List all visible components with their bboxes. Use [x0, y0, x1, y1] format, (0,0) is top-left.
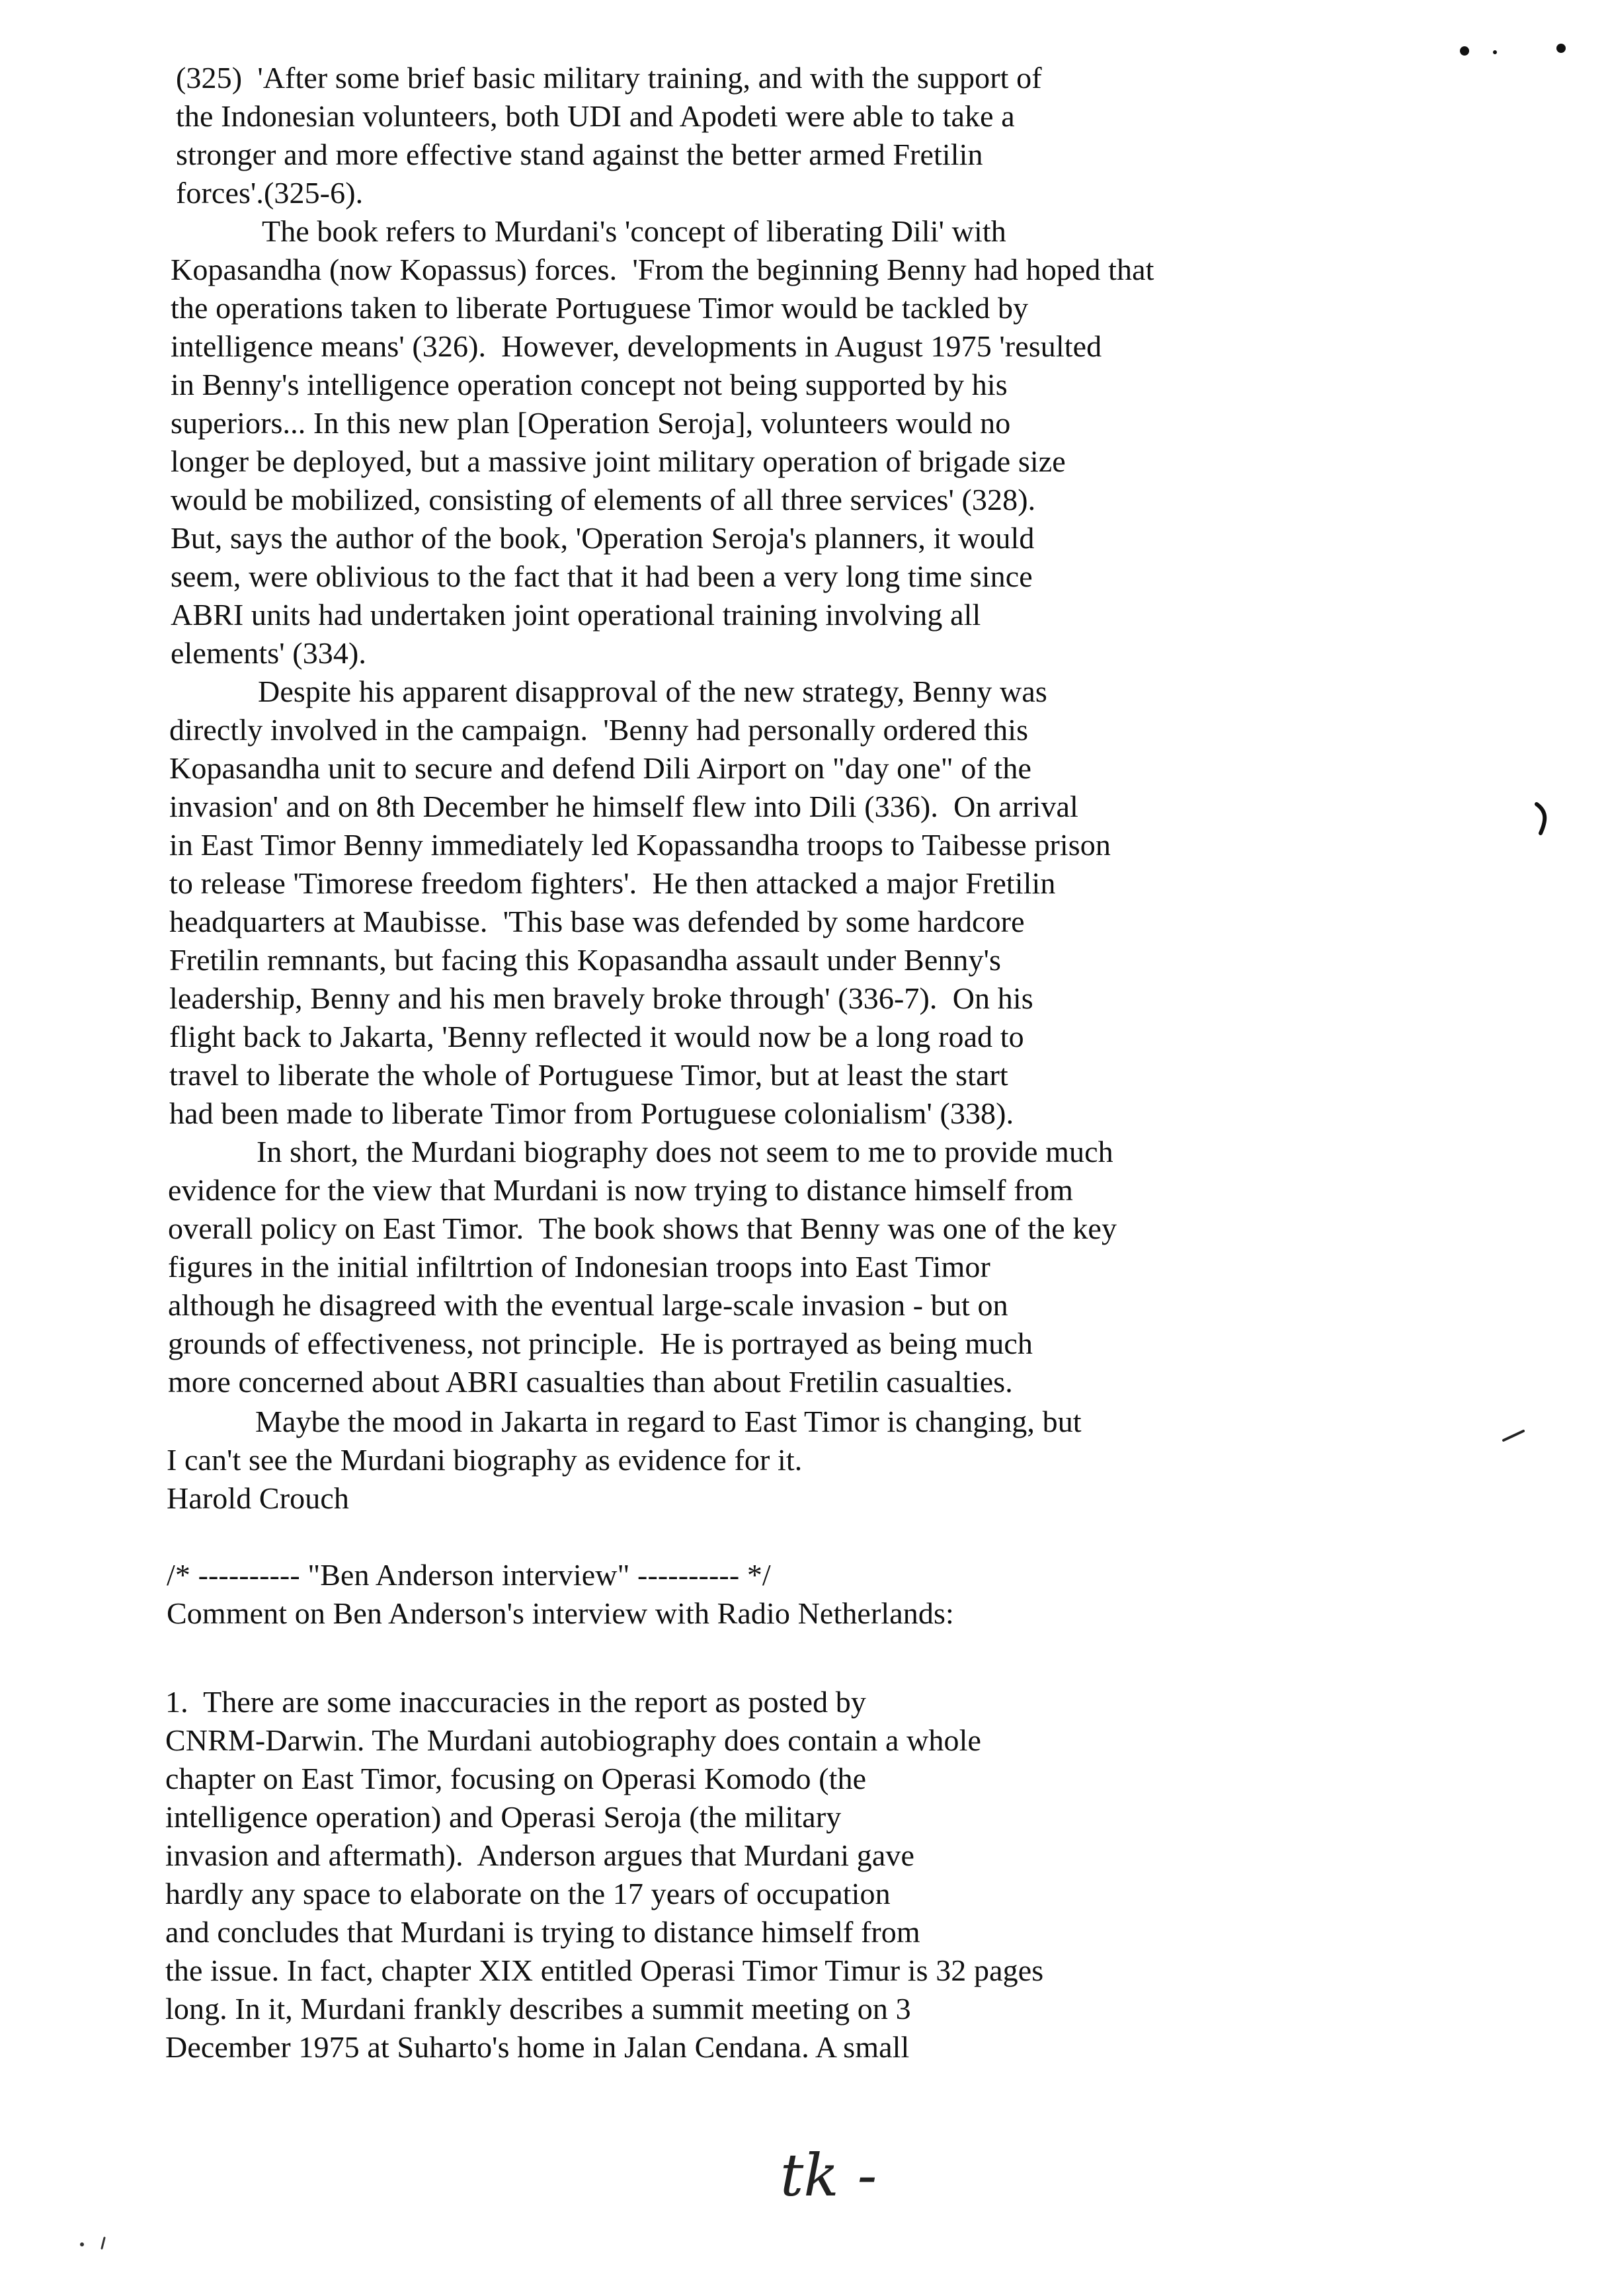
- text-line: elements' (334).: [171, 636, 367, 670]
- section-heading: Comment on Ben Anderson's interview with Radio Netherlands:: [167, 1596, 954, 1630]
- text-line: I can't see the Murdani biography as evidence for it.: [167, 1443, 803, 1477]
- text-line: grounds of effectiveness, not principle. He is portrayed as being much: [168, 1327, 1033, 1360]
- scan-speck-mark: [1493, 50, 1497, 54]
- scan-bracket-mark: [1533, 801, 1552, 836]
- text-line: Kopasandha unit to secure and defend Dili Airport on "day one" of the: [169, 751, 1031, 785]
- text-line: figures in the initial infiltrtion of Indonesian troops into East Timor: [168, 1250, 990, 1284]
- text-line: Maybe the mood in Jakarta in regard to East Timor is changing, but: [255, 1405, 1082, 1438]
- text-line: and concludes that Murdani is trying to distance himself from: [165, 1915, 920, 1949]
- text-line: in Benny's intelligence operation concept not being supported by his: [171, 368, 1008, 401]
- text-line: long. In it, Murdani frankly describes a summit meeting on 3: [165, 1992, 911, 2026]
- text-line: more concerned about ABRI casualties than about Fretilin casualties.: [168, 1365, 1013, 1399]
- text-line: had been made to liberate Timor from Portuguese colonialism' (338).: [169, 1096, 1014, 1130]
- text-line: leadership, Benny and his men bravely broke through' (336-7). On his: [169, 981, 1033, 1015]
- text-line: would be mobilized, consisting of elements of all three services' (328).: [171, 483, 1036, 516]
- text-line: In short, the Murdani biography does not seem to me to provide much: [257, 1135, 1113, 1168]
- text-line: longer be deployed, but a massive joint military operation of brigade size: [171, 444, 1066, 478]
- text-line: hardly any space to elaborate on the 17 years of occupation: [165, 1877, 891, 1910]
- text-line: seem, were oblivious to the fact that it had been a very long time since: [171, 559, 1033, 593]
- text-line: the issue. In fact, chapter XIX entitled Operasi Timor Timur is 32 pages: [165, 1953, 1044, 1987]
- text-line: invasion and aftermath). Anderson argues that Murdani gave: [165, 1838, 915, 1872]
- text-line: evidence for the view that Murdani is now trying to distance himself from: [168, 1173, 1074, 1207]
- text-line: chapter on East Timor, focusing on Operasi Komodo (the: [165, 1762, 867, 1795]
- scan-dash-mark: [1501, 1428, 1527, 1443]
- scan-speck-mark: [1556, 44, 1566, 53]
- text-line: 1. There are some inaccuracies in the report as posted by: [165, 1685, 866, 1719]
- scan-corner-mark: [78, 2235, 118, 2251]
- text-line: headquarters at Maubisse. 'This base was defended by some hardcore: [169, 905, 1025, 938]
- text-line: invasion' and on 8th December he himself flew into Dili (336). On arrival: [169, 790, 1078, 823]
- text-line: flight back to Jakarta, 'Benny reflected it would now be a long road to: [169, 1020, 1024, 1053]
- text-line: Harold Crouch: [167, 1481, 349, 1515]
- text-line: forces'.(325-6).: [176, 176, 364, 210]
- handwritten-mark: tk -: [780, 2141, 877, 2209]
- text-line: intelligence operation) and Operasi Seroja (the military: [165, 1800, 842, 1834]
- text-line: Fretilin remnants, but facing this Kopasandha assault under Benny's: [169, 943, 1002, 977]
- text-line: to release 'Timorese freedom fighters'. He then attacked a major Fretilin: [169, 866, 1056, 900]
- text-line: stronger and more effective stand against the better armed Fretilin: [176, 138, 983, 171]
- text-line: superiors... In this new plan [Operation Seroja], volunteers would no: [171, 406, 1011, 440]
- text-line: directly involved in the campaign. 'Benny had personally ordered this: [169, 713, 1029, 747]
- text-line: December 1975 at Suharto's home in Jalan Cendana. A small: [165, 2030, 910, 2064]
- text-line: in East Timor Benny immediately led Kopassandha troops to Taibesse prison: [169, 828, 1111, 862]
- text-line: the operations taken to liberate Portuguese Timor would be tackled by: [171, 291, 1029, 325]
- text-line: (325) 'After some brief basic military training, and with the support of: [176, 61, 1042, 95]
- section-separator: /* ---------- "Ben Anderson interview" ---------- */: [167, 1558, 771, 1592]
- text-line: ABRI units had undertaken joint operational training involving all: [171, 598, 981, 632]
- scan-speck-mark: [1460, 46, 1469, 56]
- text-line: The book refers to Murdani's 'concept of liberating Dili' with: [262, 214, 1006, 248]
- text-line: Kopasandha (now Kopassus) forces. 'From the beginning Benny had hoped that: [171, 253, 1154, 286]
- text-line: Despite his apparent disapproval of the new strategy, Benny was: [258, 675, 1047, 708]
- text-line: travel to liberate the whole of Portuguese Timor, but at least the start: [169, 1058, 1008, 1092]
- text-line: although he disagreed with the eventual large-scale invasion - but on: [168, 1288, 1008, 1322]
- text-line: intelligence means' (326). However, developments in August 1975 'resulted: [171, 329, 1102, 363]
- text-line: CNRM-Darwin. The Murdani autobiography does contain a whole: [165, 1723, 982, 1757]
- text-line: overall policy on East Timor. The book shows that Benny was one of the key: [168, 1211, 1117, 1245]
- text-line: But, says the author of the book, 'Operation Seroja's planners, it would: [171, 521, 1035, 555]
- text-line: the Indonesian volunteers, both UDI and Apodeti were able to take a: [176, 99, 1015, 133]
